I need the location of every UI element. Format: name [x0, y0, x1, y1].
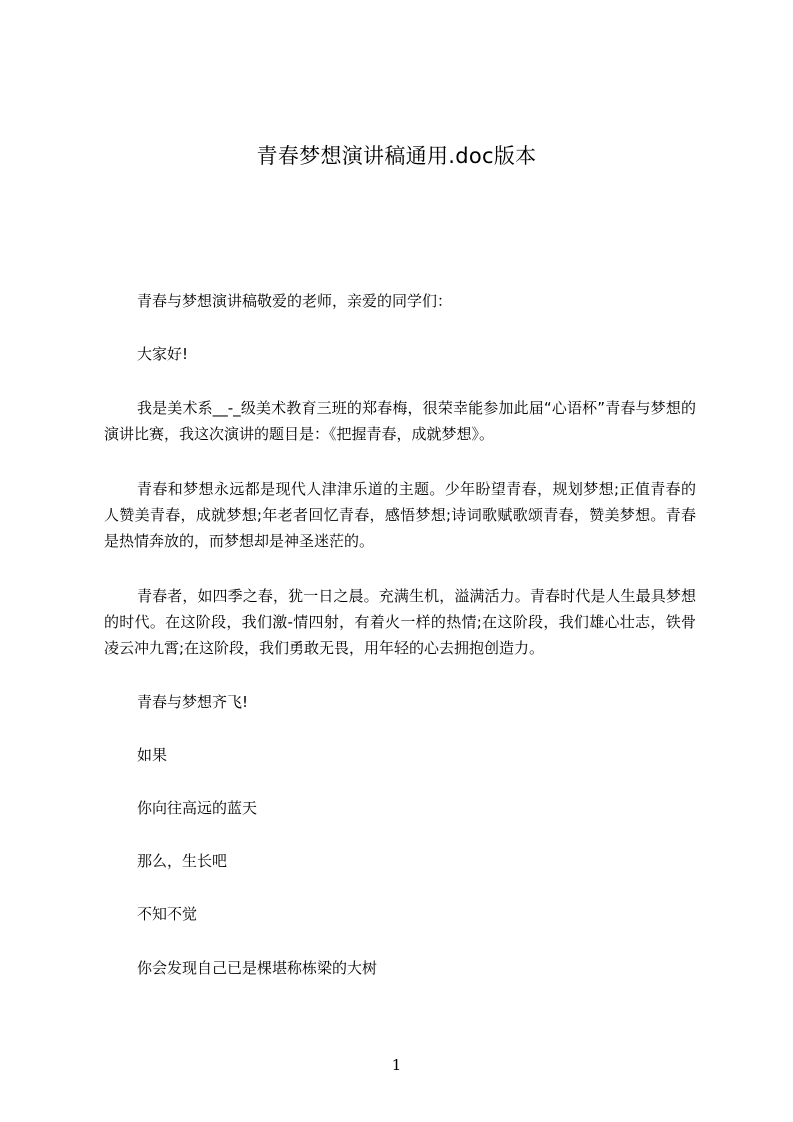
- poem-line-unaware: 不知不觉: [137, 905, 198, 923]
- paragraph-youth-dream-fly: 青春与梦想齐飞!: [137, 693, 249, 711]
- poem-line-sky: 你向往高远的蓝天: [137, 799, 258, 817]
- poem-line-grow: 那么，生长吧: [137, 852, 228, 870]
- paragraph-greeting: 青春与梦想演讲稿敬爱的老师，亲爱的同学们：: [137, 292, 453, 310]
- poem-line-tree: 你会发现自己已是棵堪称栋梁的大树: [137, 959, 378, 977]
- paragraph-introduction: 我是美术系__-_级美术教育三班的郑春梅，很荣幸能参加此届“心语杯”青春与梦想的演讲比赛，我这次演讲的题目是：《把握青春，成就梦想》。: [104, 399, 696, 443]
- page-number: 1: [391, 1056, 402, 1074]
- poem-line-if: 如果: [137, 746, 168, 764]
- paragraph-theme: 青春和梦想永远都是现代人津津乐道的主题。少年盼望青春，规划梦想;正值青春的人赞美青春，成就梦想;年老者回忆青春，感悟梦想;诗词歌赋歌颂青春，赞美梦想。青春是热情奔放的，而梦想却是神圣迷茫的。: [104, 480, 696, 550]
- document-title: 青春梦想演讲稿通用.doc版本: [256, 144, 537, 168]
- paragraph-hello: 大家好!: [137, 345, 189, 363]
- paragraph-youth: 青春者，如四季之春，犹一日之晨。充满生机，溢满活力。青春时代是人生最具梦想的时代。在这阶段，我们激-情四射，有着火一样的热情;在这阶段，我们雄心壮志，铁骨凌云冲九霄;在这阶段，我们勇敢无畏，用年轻的心去拥抱创造力。: [104, 587, 696, 657]
